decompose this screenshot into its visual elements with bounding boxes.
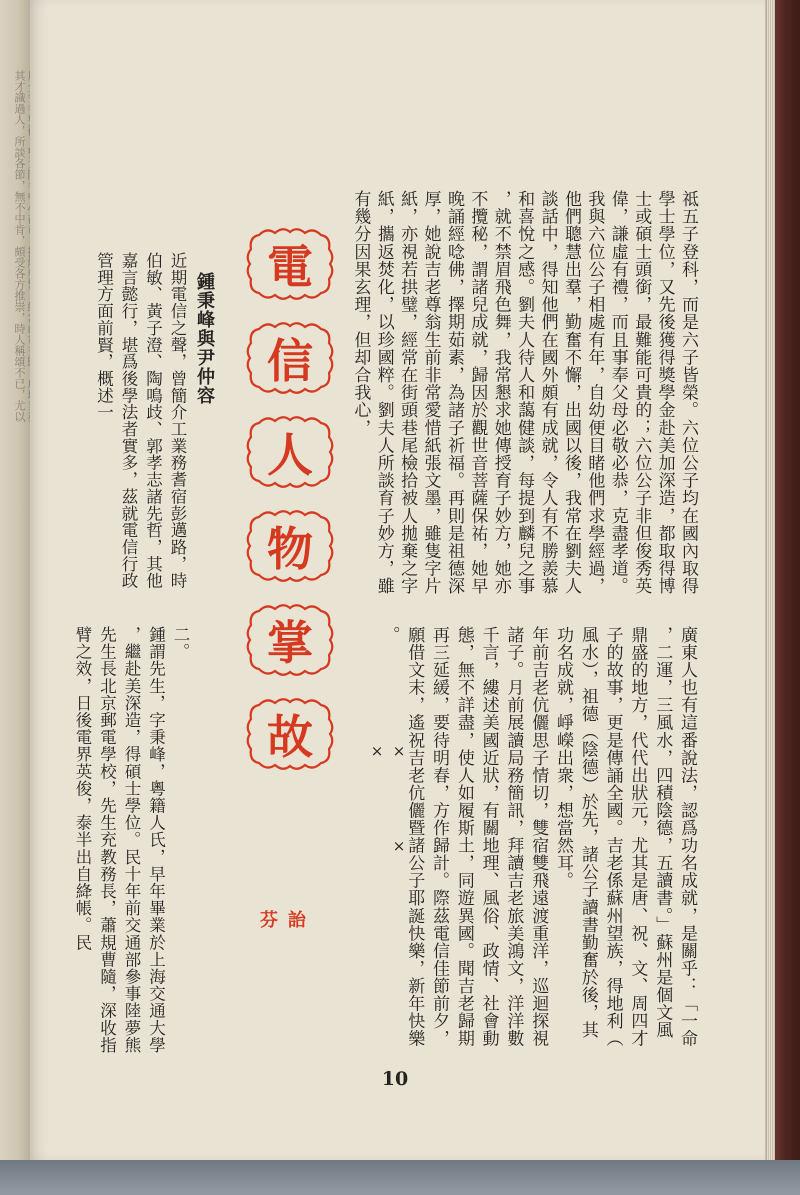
title-character: 故	[267, 710, 313, 764]
section-text-lower: 二。 鍾謂先生，字秉峰，粵籍人氏，早年畢業於上海交通大學，繼赴美深造，得碩士學位。民十年前交通部參事陸夢熊先生長北京郵電學校，先生充教務長，蕭規曹隨，深收指臂之效，日後電界英俊，泰半出自絳帳。民	[73, 626, 190, 1054]
page-stack-edge	[767, 0, 775, 1165]
section-separator: × × ×	[368, 742, 408, 932]
page-number: 10	[381, 1068, 409, 1090]
title-character: 人	[267, 428, 313, 482]
table-surface	[0, 1160, 800, 1195]
author-credit: 詒 芬	[257, 910, 306, 995]
article-title	[230, 225, 350, 785]
facing-page-column: 其才識過人，所談各節，無不中肯，頗受各方推崇，時人稱頌不已，尤以	[13, 70, 26, 422]
title-glyph-frame	[245, 695, 335, 773]
facing-page-text	[2, 70, 28, 1130]
section-heading: 鍾秉峰與尹仲容	[194, 272, 215, 405]
title-character: 掌	[267, 616, 313, 670]
title-glyph-frame	[245, 319, 335, 397]
title-character: 電	[267, 240, 313, 294]
title-glyph-frame	[245, 413, 335, 491]
article-text-upper-right: 祗五子登科，而是六子皆榮。六位公子均在國內取得學士學位，又先後獲得獎學金赴美加深造，都取得博士或碩士頭銜，最難能可貴的；六位公子非但俊秀英偉，謙虛有禮，而且事奉父母必敬必恭，克盡孝道。我與六位公子相處有年，自幼便目睹他們求學經過，他們聰慧出羣，勤奮不懈，出國以後，我常在劉夫人談話中，得知他們在國外頗有成就，令人有不勝羨慕和喜悅之感。劉夫人待人和藹健談，每提到麟兒之事，就不禁眉飛色舞，我常懇求她傳授育子妙方，她亦不攬秘，謂諸兒成就，歸因於觀世音菩薩保祐，她早晚誦經唸佛，擇期茹素，為諸子祈福。再則是祖德深厚，她說吉老尊翁生前非常愛惜紙張文墨，雖隻字片紙，亦視若拱璧，經常在街頭巷尾檢拾被人拋棄之字紙，攜返焚化，以珍國粹。劉夫人所談育子妙方，雖有幾分因果玄理，但却合我心，	[350, 190, 698, 595]
title-glyph-frame	[245, 225, 335, 303]
article-text-lower-right: 廣東人也有這番說法，認爲功名成就，是關乎：「一命，二運，三風水，四積陰德，五讀書。」蘇州是個文風鼎盛的地方，代代出狀元，尤其是唐、祝、文、周四才子的故事，更是傳誦全國。吉老係蘇州望族，得地利（風水），祖德（陰德）於先，諸公子讀書勤奮於後，其功名成就，崢嶸出衆，想當然耳。 年前吉老伉儷思子情切，雙宿雙飛遠渡重洋，巡迴探視諸子。月前展讀局務簡訊，拜讀吉老旅美鴻文，洋洋數千言，縷述美國近狀，有關地理、風俗、政情、社會動態，無不詳盡，使人如履斯土，同遊異國。聞吉老歸期再三延緩，要待明春，方作歸計。際茲電信佳節前夕，願借文末，遙祝吉老伉儷暨諸公子耶誕快樂，新年快樂。	[379, 626, 697, 1048]
title-glyph-frame	[245, 507, 335, 585]
facing-page-edge	[0, 0, 30, 1195]
title-glyph-frame	[245, 601, 335, 679]
section-text-upper: 近期電信之聲，曾簡介工業務耆宿彭邁路，時伯敏、黃子澄、陶鳴歧、郭孝志諸先哲，其他嘉言懿行，堪爲後學法者實多，茲就電信行政管理方面前賢，概述一	[94, 252, 187, 589]
title-character: 物	[267, 522, 313, 576]
title-character: 信	[267, 334, 313, 388]
